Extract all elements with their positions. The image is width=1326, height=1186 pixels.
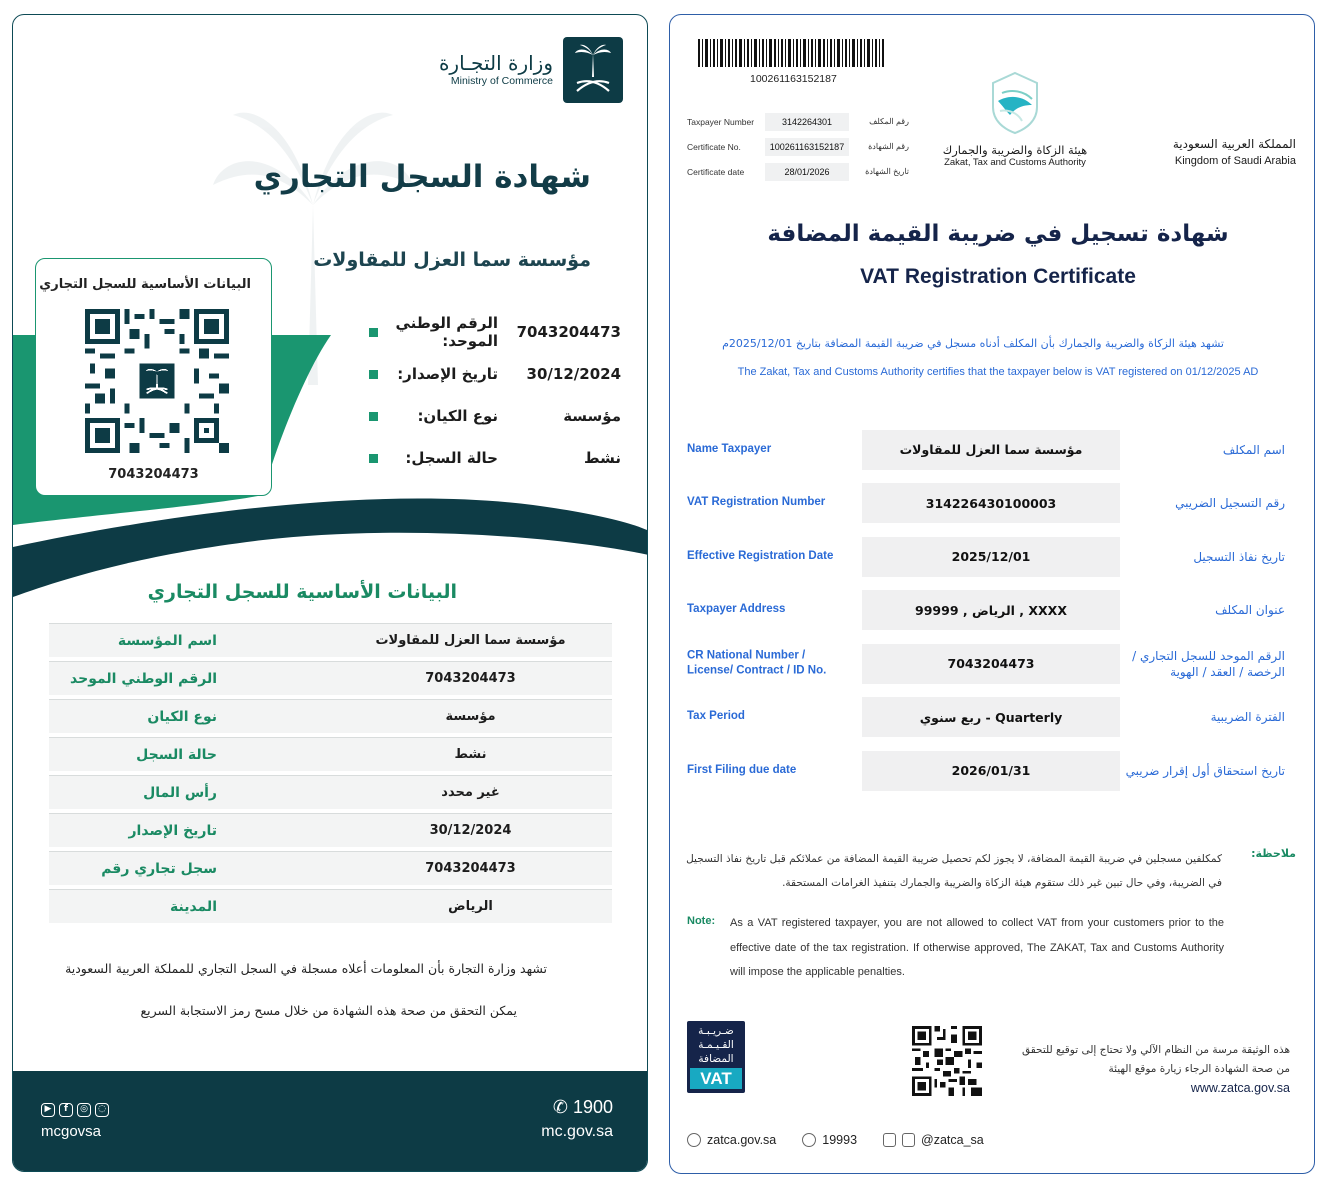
meta-value: 3142264301 — [765, 113, 849, 131]
footer-social[interactable] — [883, 1133, 984, 1147]
note-label-ar: ملاحظة: — [1251, 847, 1296, 860]
row-value: نشط — [454, 747, 487, 762]
certificate-meta — [687, 109, 913, 184]
table-row — [687, 584, 1299, 638]
row-value: 7043204473 — [425, 671, 516, 686]
cr-data-table — [49, 623, 612, 927]
row-label-ar: تاريخ استحقاق أول إقرار ضريبي — [1125, 763, 1285, 778]
barcode-number: 100261163152187 — [750, 73, 837, 85]
row-label-ar: رقم التسجيل الضريبي — [1175, 496, 1285, 511]
footer-social-text: @zatca_sa — [921, 1133, 984, 1147]
phone-icon: ✆ — [552, 1097, 568, 1117]
authority-name-ar: هيئة الزكاة والضريبة والجمارك — [942, 143, 1088, 157]
moc-name-en: Ministry of Commerce — [450, 75, 553, 88]
badge-line-1: ضـريـبـة — [698, 1025, 734, 1037]
fact-value: نشط — [584, 449, 621, 467]
page-title: شهادة السجل التجاري — [253, 159, 591, 195]
row-label: المدينة — [170, 898, 217, 915]
social-handle[interactable]: mcgovsa — [41, 1123, 102, 1140]
row-value: 314226430100003 — [862, 483, 1120, 523]
row-value: الرياض , 99999 , XXXX — [862, 590, 1120, 630]
footer-website[interactable] — [687, 1133, 776, 1147]
table-row — [49, 661, 612, 695]
badge-text-en: VAT — [690, 1068, 742, 1089]
row-label-en: VAT Registration Number — [687, 496, 826, 509]
row-value: مؤسسة سما العزل للمقاولات — [375, 633, 566, 648]
zatca-logo — [935, 71, 1095, 168]
twitter-icon — [902, 1133, 915, 1147]
row-label: سجل تجاري رقم — [101, 860, 217, 877]
row-label-en: Taxpayer Address — [687, 603, 786, 616]
table-row — [49, 623, 612, 657]
row-label: حالة السجل — [136, 746, 217, 763]
fact-label: نوع الكيان: — [417, 407, 498, 425]
qr-number: 7043204473 — [108, 467, 199, 482]
meta-value: 28/01/2026 — [765, 163, 849, 181]
row-label-ar: الفترة الضريبية — [1210, 710, 1285, 725]
table-row — [49, 775, 612, 809]
row-label-en: First Filing due date — [687, 763, 797, 776]
instagram-icon[interactable]: ◎ — [77, 1103, 91, 1117]
snapchat-icon[interactable]: ◌ — [95, 1103, 109, 1117]
badge-line-3: المضافة — [698, 1053, 734, 1065]
row-label: تاريخ الإصدار — [128, 822, 217, 839]
note-text-ar: كمكلفين مسجلين في ضريبة القيمة المضافة، لا يجوز لكم تحصيل ضريبة القيمة المضافة من عملائكم قبل تاريخ نفاذ التسجيل في الضريبة، وفي حال تبين غير ذلك ستقوم هيئة الزكاة والضريبة والجمارك بتنفيذ الغرامات المستحقة. — [686, 853, 1222, 889]
kingdom-name-en: Kingdom of Saudi Arabia — [1174, 155, 1296, 167]
table-row — [687, 691, 1299, 745]
vat-title-ar: شهادة تسجيل في ضريبة القيمة المضافة — [767, 221, 1229, 247]
fact-label: حالة السجل: — [405, 449, 498, 467]
phone-text: 1900 — [572, 1097, 613, 1117]
table-row — [687, 530, 1299, 584]
moc-name-ar: وزارة التجـارة — [438, 51, 553, 76]
facebook-icon[interactable]: f — [59, 1103, 73, 1117]
meta-label-en: Taxpayer Number — [687, 116, 755, 127]
note-text-en: As a VAT registered taxpayer, you are not allowed to collect VAT from your customers prior to the effective date of the tax registration. If otherwise approved, The ZAKAT, Tax and Customs Authority will impose the applicable penalties. — [730, 917, 1224, 978]
system-note: هذه الوثيقة مرسة من النظام الآلي ولا تحتاج إلى توقيع للتحقق من صحة الشهادة الرجاء زيارة موقع الهيئة — [1021, 1044, 1290, 1075]
row-value: الرياض — [448, 899, 493, 914]
meta-row — [687, 134, 913, 159]
table-row — [49, 737, 612, 771]
fact-value: مؤسسة — [563, 407, 621, 425]
certify-statement-ar: تشهد هيئة الزكاة والضريبة والجمارك بأن المكلف أدناه مسجل في ضريبة القيمة المضافة بتاريخ 2025/12/01م — [722, 337, 1224, 350]
social-icons — [41, 1103, 109, 1117]
row-value: 7043204473 — [862, 644, 1120, 684]
instagram-icon — [883, 1133, 896, 1147]
globe-icon — [687, 1133, 701, 1147]
row-label-ar: الرقم الموحد للسجل التجاري / الرخصة / العقد / الهوية — [1132, 648, 1285, 679]
row-label-en: Tax Period — [687, 710, 745, 723]
table-row — [687, 744, 1299, 798]
meta-value: 100261163152187 — [765, 138, 849, 156]
row-label: اسم المؤسسة — [117, 632, 217, 649]
website-link[interactable]: mc.gov.sa — [541, 1123, 613, 1140]
footer-phone-text: 19993 — [822, 1133, 858, 1147]
table-row — [49, 851, 612, 885]
qr-card-title: البيانات الأساسية للسجل التجاري — [39, 277, 251, 292]
moc-logo — [439, 37, 623, 103]
qr-code-icon[interactable] — [84, 309, 230, 453]
table-row — [49, 699, 612, 733]
authority-name-en: Zakat, Tax and Customs Authority — [944, 157, 1086, 168]
meta-row — [687, 159, 913, 184]
meta-label-ar: رقم الشهادة — [868, 142, 909, 151]
row-value: ربع سنوي - Quarterly — [862, 697, 1120, 737]
qr-card — [35, 258, 272, 496]
fact-label: الرقم الوطني الموحد: — [395, 314, 498, 350]
meta-label-en: Certificate No. — [687, 141, 741, 152]
meta-label-ar: تاريخ الشهادة — [865, 167, 909, 176]
certification-note: تشهد وزارة التجارة بأن المعلومات أعلاه مسجلة في السجل التجاري للمملكة العربية السعودية — [65, 961, 547, 976]
footer-phone[interactable] — [802, 1133, 857, 1147]
footer-website-text: zatca.gov.sa — [707, 1133, 777, 1147]
fact-value: 30/12/2024 — [526, 365, 621, 383]
zatca-emblem-icon — [990, 71, 1040, 135]
verification-note: يمكن التحقق من صحة هذه الشهادة من خلال مسح رمز الاستجابة السريع — [140, 1003, 517, 1018]
phone-icon — [802, 1133, 816, 1147]
fact-label: تاريخ الإصدار: — [397, 365, 498, 383]
row-value: مؤسسة سما العزل للمقاولات — [862, 430, 1120, 470]
vat-footer — [687, 1133, 984, 1147]
table-row — [687, 637, 1299, 691]
meta-label-en: Certificate date — [687, 166, 745, 177]
table-row — [687, 477, 1299, 531]
row-label-en: CR National Number / License/ Contract / ID No. — [687, 649, 827, 677]
website-link[interactable]: www.zatca.gov.sa — [1190, 1081, 1290, 1095]
table-row — [49, 889, 612, 923]
fact-value: 7043204473 — [516, 323, 621, 341]
row-label: الرقم الوطني الموحد — [70, 670, 217, 687]
row-label-ar: عنوان المكلف — [1215, 603, 1285, 618]
kingdom-name-ar: المملكة العربية السعودية — [1172, 137, 1296, 151]
table-title: البيانات الأساسية للسجل التجاري — [147, 581, 457, 603]
cr-footer — [13, 1071, 648, 1172]
note-label-en: Note: — [687, 915, 716, 927]
meta-row — [687, 109, 913, 134]
cr-certificate — [12, 14, 648, 1172]
company-name: مؤسسة سما العزل للمقاولات — [313, 249, 591, 271]
row-label-en: Name Taxpayer — [687, 442, 772, 455]
row-label-ar: تاريخ نفاذ التسجيل — [1193, 549, 1285, 564]
row-value: 30/12/2024 — [429, 823, 512, 838]
table-row — [687, 423, 1299, 477]
vat-badge-logo — [687, 1021, 745, 1093]
badge-text-ar — [687, 1021, 745, 1066]
row-value: غير محدد — [441, 785, 500, 800]
row-label-en: Effective Registration Date — [687, 549, 834, 562]
row-label-ar: اسم المكلف — [1222, 442, 1285, 457]
row-value: مؤسسة — [445, 709, 496, 724]
row-label: نوع الكيان — [147, 708, 217, 725]
vat-certificate — [669, 14, 1315, 1174]
barcode-icon — [698, 39, 884, 67]
row-value: 2026/01/31 — [862, 751, 1120, 791]
row-value: 7043204473 — [425, 861, 516, 876]
row-label: رأس المال — [143, 784, 217, 801]
table-row — [49, 813, 612, 847]
meta-label-ar: رقم المكلف — [869, 117, 909, 126]
vat-title-en: VAT Registration Certificate — [860, 265, 1136, 288]
phone-number[interactable] — [553, 1097, 613, 1118]
row-value: 2025/12/01 — [862, 537, 1120, 577]
saudi-emblem-icon — [563, 37, 623, 103]
qr-code-icon[interactable] — [912, 1025, 982, 1097]
youtube-icon[interactable]: ▶ — [41, 1103, 55, 1117]
vat-data-table — [687, 423, 1299, 798]
badge-line-2: القـيـمـة — [698, 1039, 734, 1051]
certify-statement-en: The Zakat, Tax and Customs Authority certifies that the taxpayer below is VAT registered on 01/12/2025 AD — [737, 366, 1259, 378]
